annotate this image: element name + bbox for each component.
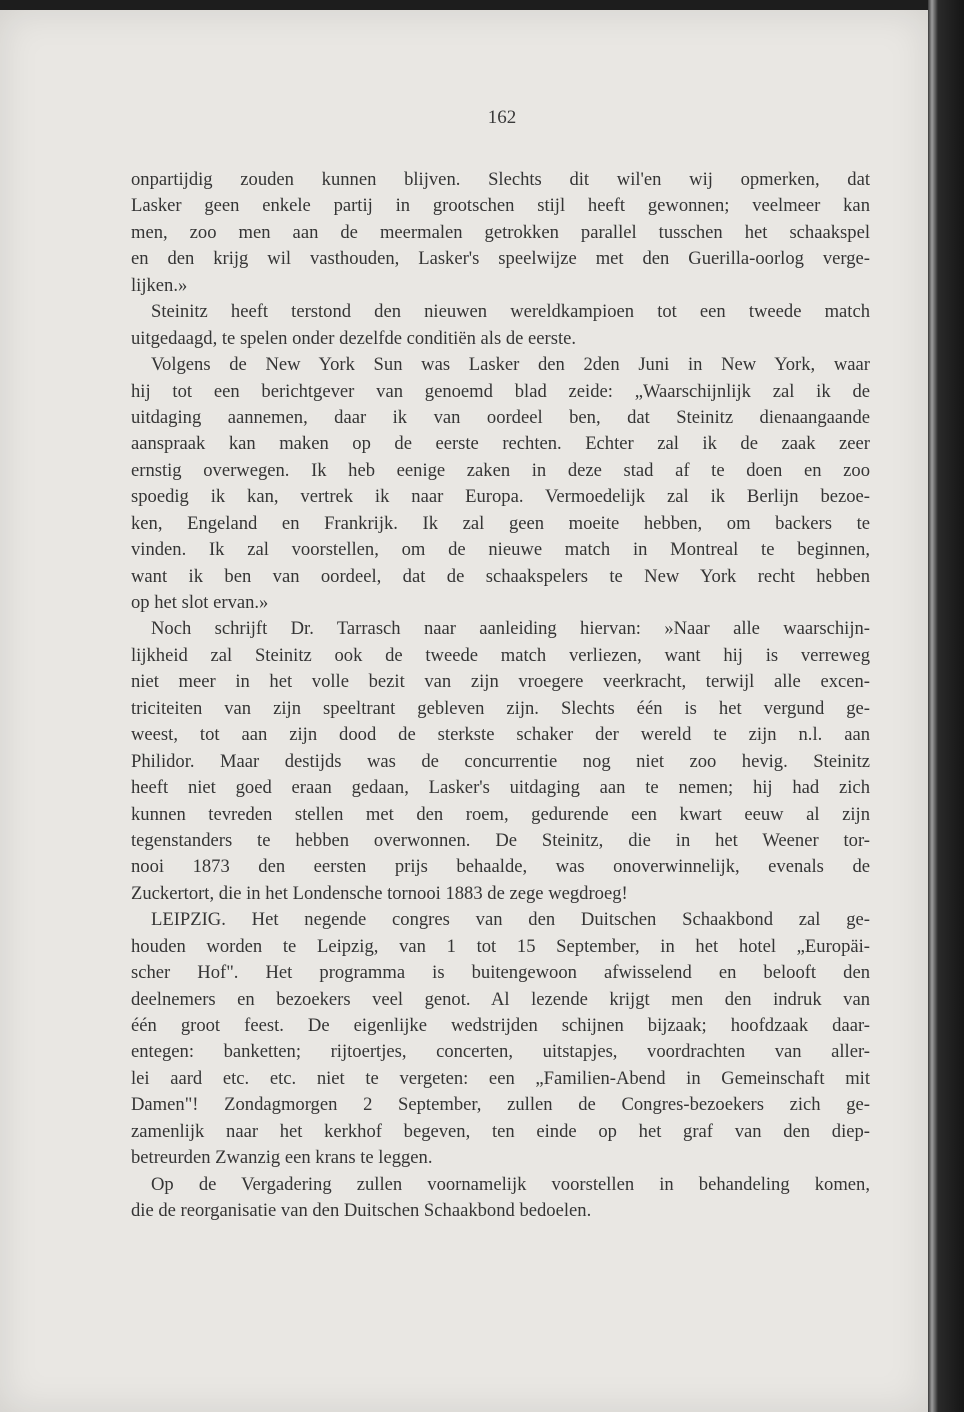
text-line: entegen: banketten; rijtoertjes, concerten, uitstapjes, voordrachten van aller- <box>131 1041 870 1063</box>
text-line: ernstig overwegen. Ik heb eenige zaken in deze stad af te doen en zoo <box>131 459 870 481</box>
text-line: niet meer in het volle bezit van zijn vroegere veerkracht, terwijl alle excen- <box>131 671 870 693</box>
text-line: op het slot ervan.» <box>131 592 269 613</box>
book-spine-edge <box>928 0 964 1412</box>
paragraph-p1 <box>131 167 870 299</box>
text-line: nooi 1873 den eersten prijs behaalde, was onoverwinnelijk, evenals de <box>131 856 870 878</box>
text-line: kunnen tevreden stellen met den roem, gedurende een kwart eeuw al zijn <box>131 803 870 825</box>
text-line: spoedig ik kan, vertrek ik naar Europa. Vermoedelijk zal ik Berlijn bezoe- <box>131 486 870 508</box>
text-line: onpartijdig zouden kunnen blijven. Slechts dit wil'en wij opmerken, dat <box>131 169 870 190</box>
text-line: houden worden te Leipzig, van 1 tot 15 September, in het hotel „Europäi- <box>131 935 870 957</box>
text-line: ken, Engeland en Frankrijk. Ik zal geen moeite hebben, om backers te <box>131 512 870 534</box>
text-line: Zuckertort, die in het Londensche tornooi 1883 de zege wegdroeg! <box>131 882 628 904</box>
text-line: lijken.» <box>131 274 188 296</box>
text-line: Philidor. Maar destijds was de concurrentie nog niet zoo hevig. Steinitz <box>131 750 870 772</box>
text-line: vinden. Ik zal voorstellen, om de nieuwe match in Montreal te beginnen, <box>131 539 870 561</box>
text-line: Op de Vergadering zullen voornamelijk voorstellen in behandeling komen, <box>151 1173 870 1195</box>
text-line: Damen"! Zondagmorgen 2 September, zullen de Congres-bezoekers zich ge- <box>131 1094 870 1116</box>
text-line: uitdaging aannemen, daar ik van oordeel ben, dat Steinitz dienaangaande <box>131 406 870 428</box>
text-line: lei aard etc. etc. niet te vergeten: een „Familien-Abend in Gemeinschaft mit <box>131 1067 870 1089</box>
text-line: deelnemers en bezoekers veel genot. Al lezende krijgt men den indruk van <box>131 988 870 1010</box>
text-line: lijkheid zal Steinitz ook de tweede match verliezen, want hij is verreweg <box>131 644 870 666</box>
text-line: betreurden Zwanzig een krans te leggen. <box>131 1147 433 1169</box>
paragraph-p6 <box>131 1172 870 1225</box>
text-line: Steinitz heeft terstond den nieuwen wereldkampioen tot een tweede match <box>151 301 870 323</box>
text-line: zamenlijk naar het kerkhof begeven, ten einde op het graf van den diep- <box>131 1120 870 1142</box>
text-line: scher Hof". Het programma is buitengewoon afwisselend en belooft den <box>131 962 870 984</box>
text-line: heeft niet goed eraan gedaan, Lasker's uitdaging aan te nemen; hij had zich <box>131 777 870 799</box>
text-line: één groot feest. De eigenlijke wedstrijden schijnen bijzaak; hoofdzaak daar- <box>131 1015 870 1036</box>
text-line: aanspraak kan maken op de eerste rechten. Echter zal ik de zaak zeer <box>131 433 870 455</box>
text-line: uitgedaagd, te spelen onder dezelfde conditiën als de eerste. <box>131 327 577 349</box>
text-line: die de reorganisatie van den Duitschen Schaakbond bedoelen. <box>131 1200 592 1222</box>
text-line: Lasker geen enkele partij in grootschen stijl heeft gewonnen; veelmeer kan <box>131 195 870 217</box>
paragraph-p2 <box>131 299 870 352</box>
text-line: men, zoo men aan de meermalen getrokken parallel tusschen het schaakspel <box>131 221 870 243</box>
page-number: 162 <box>487 107 517 128</box>
text-line: weest, tot aan zijn dood de sterkste schaker der wereld te zijn n.l. aan <box>131 724 870 746</box>
paragraph-p4 <box>131 616 870 907</box>
text-line: tegenstanders te hebben overwonnen. De Steinitz, die in het Weener tor- <box>131 829 870 851</box>
text-line: en den krijg wil vasthouden, Lasker's speelwijze met den Guerilla-oorlog verge- <box>131 248 870 270</box>
text-line: LEIPZIG. Het negende congres van den Duitschen Schaakbond zal ge- <box>151 909 870 931</box>
article-text <box>131 167 870 1225</box>
paragraph-p3 <box>131 352 870 616</box>
text-line: want ik ben van oordeel, dat de schaakspelers te New York recht hebben <box>131 565 870 587</box>
paragraph-p5 <box>131 907 870 1171</box>
text-line: Volgens de New York Sun was Lasker den 2den Juni in New York, waar <box>151 354 870 376</box>
text-line: triciteiten van zijn speeltrant gebleven zijn. Slechts één is het vergund ge- <box>131 697 870 719</box>
text-line: hij tot een berichtgever van genoemd blad zeide: „Waarschijnlijk zal ik de <box>131 380 870 402</box>
text-line: Noch schrijft Dr. Tarrasch naar aanleiding hiervan: »Naar alle waarschijn- <box>151 618 870 640</box>
